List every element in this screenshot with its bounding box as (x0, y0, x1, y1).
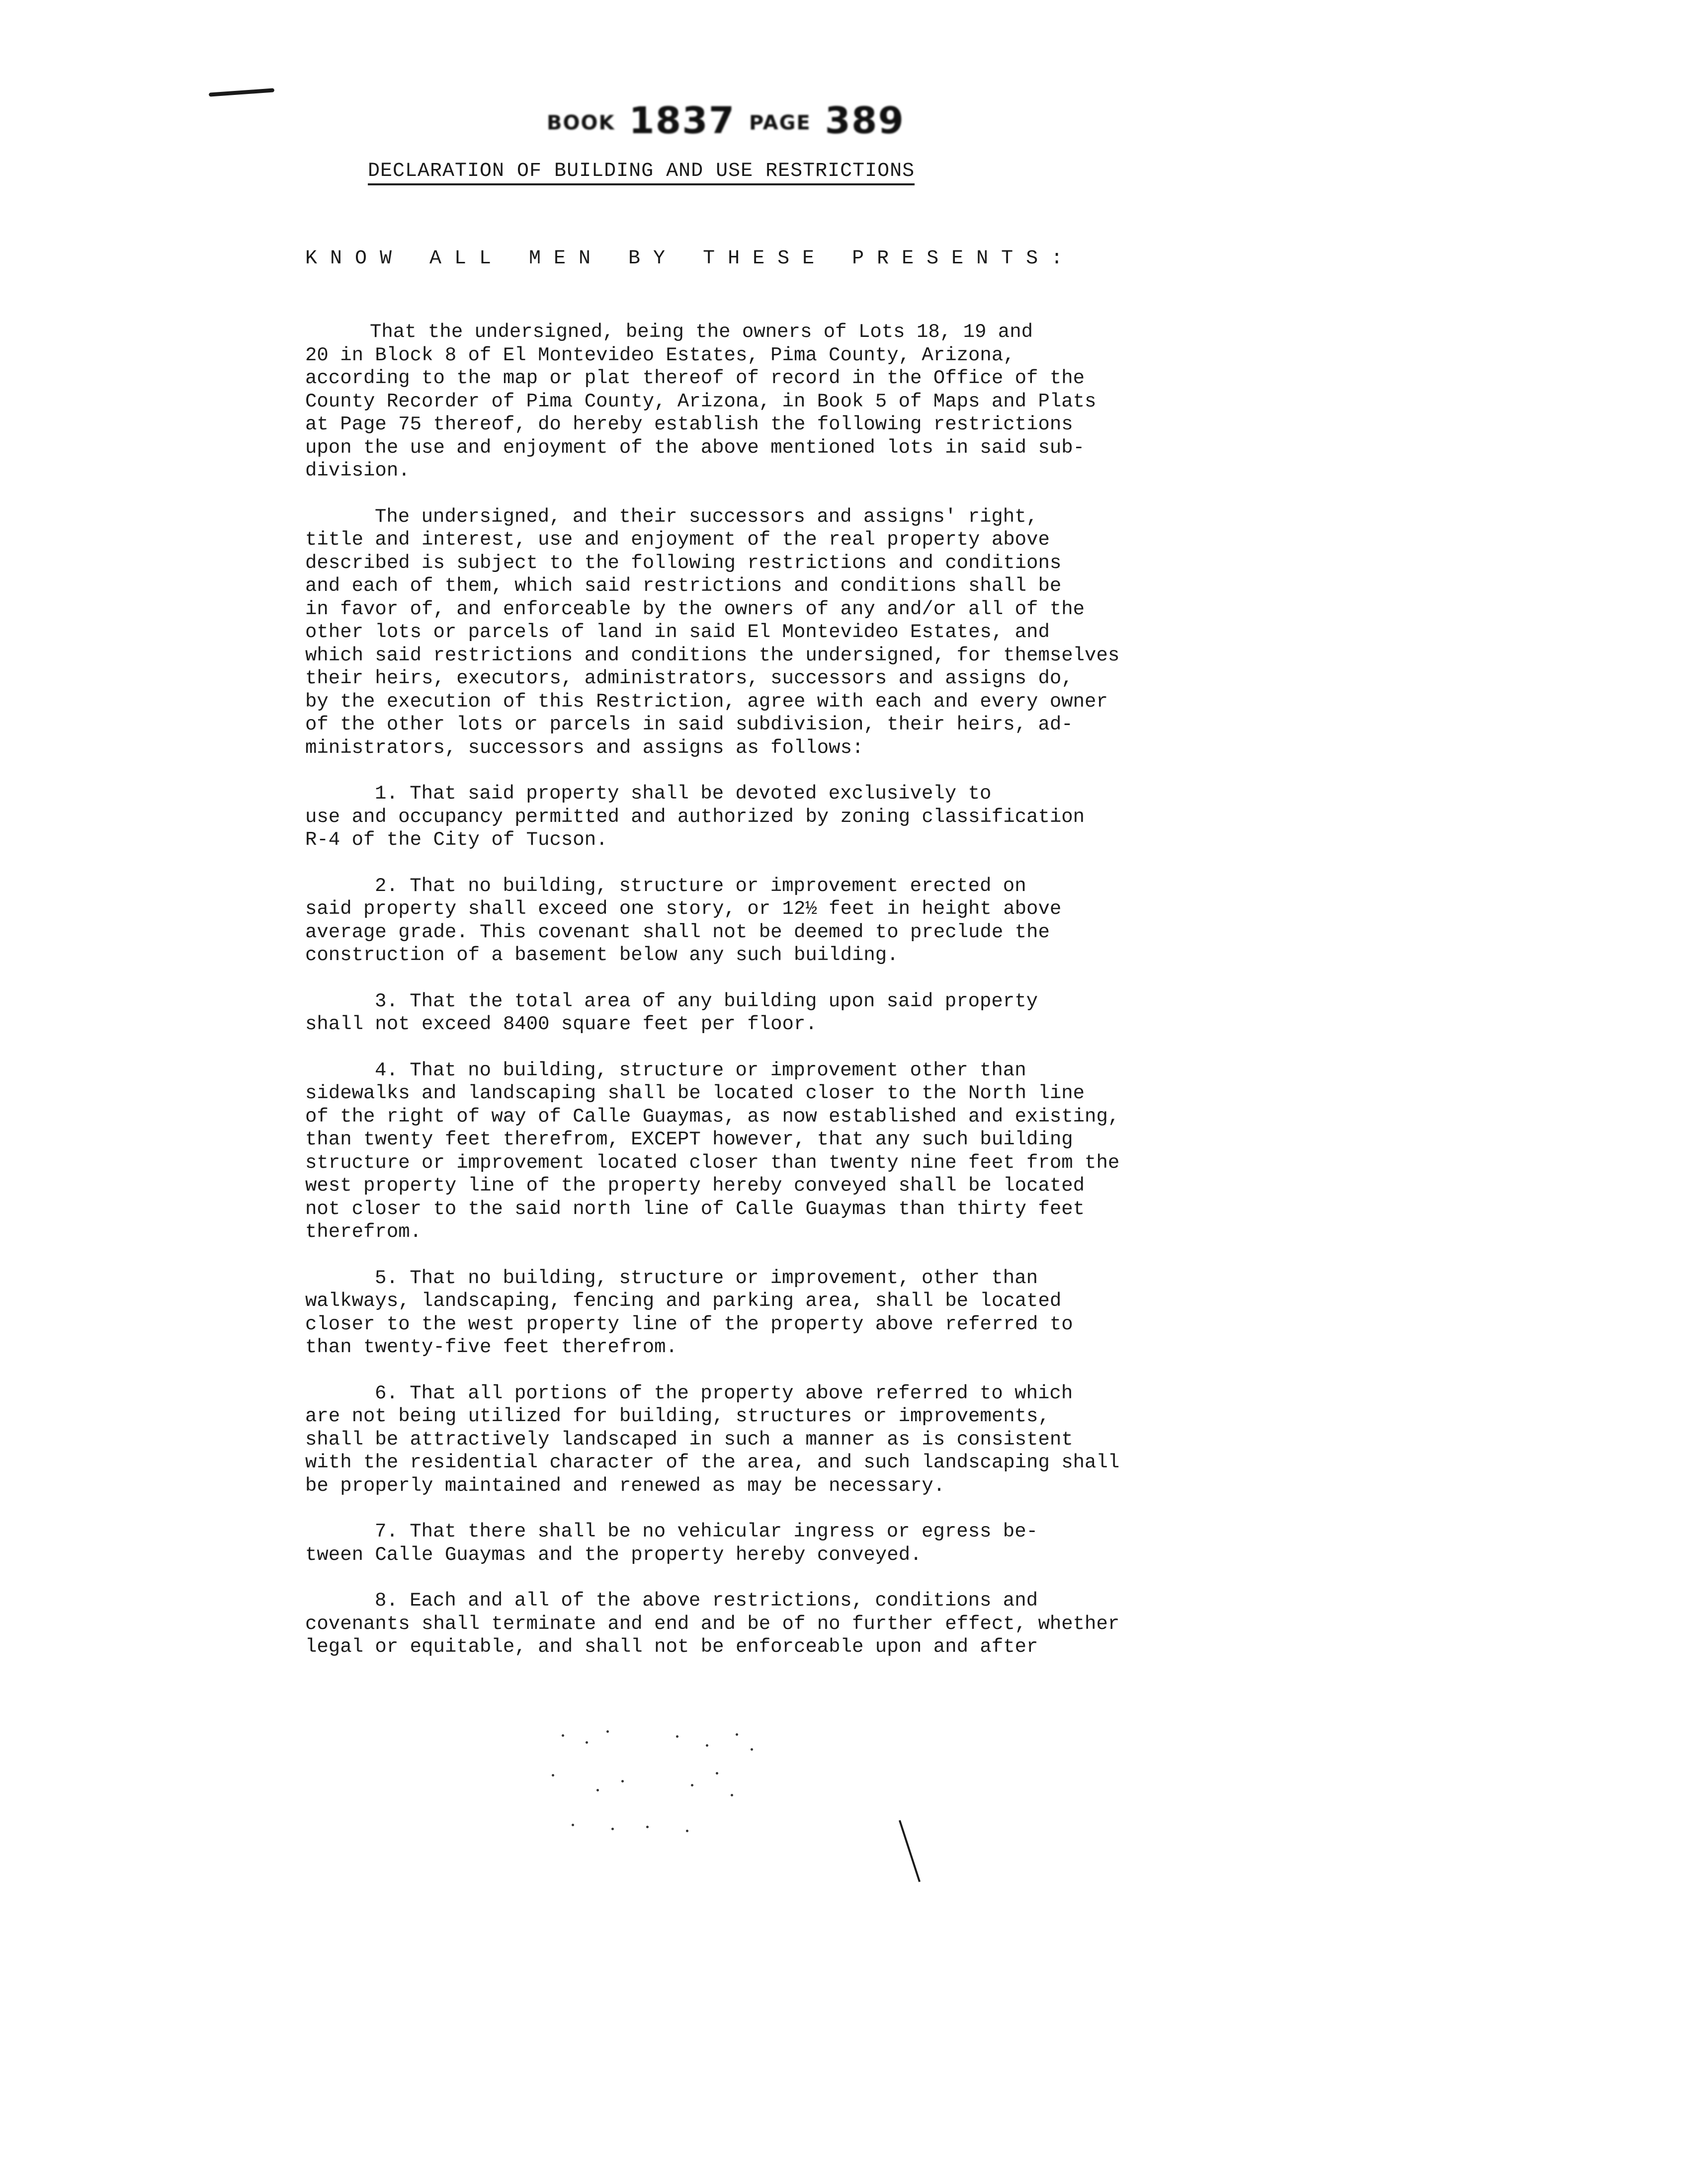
restriction-1: 1. That said property shall be devoted exclusively to use and occupancy permitted and authorized by zoning classification R-4 of the City of Tucson. (305, 783, 1085, 851)
stamp-page-number: 389 (825, 99, 905, 142)
paragraph-restrictions-preamble: The undersigned, and their successors and assigns' right, title and interest, use and enjoyment of the real property above described is subject to the following restrictions and conditions and each of them, which said restrictions and conditions shall be in favor of, and enforceable by the owners of any and/or all of the other lots or parcels of land in said El Montevideo Estates, and which said restrictions and conditions the undersigned, for themselves their heirs, executors, administrators, successors and assigns do, by the execution of this Restriction, agree with each and every owner of the other lots or parcels in said subdivision, their heirs, ad- ministrators, successors and assigns as follows: (305, 505, 1120, 759)
paragraph-intro: That the undersigned, being the owners of Lots 18, 19 and 20 in Block 8 of El Montevideo Estates, Pima County, Arizona, according to the map or plat thereof of record in the Office of the County Recorder of Pima County, Arizona, in Book 5 of Maps and Plats at Page 75 thereof, do hereby establish the following restrictions upon the use and enjoyment of the above mentioned lots in said sub- division. (305, 321, 1097, 482)
restriction-6: 6. That all portions of the property above referred to which are not being utilized for building, structures or improvements, shall be attractively landscaped in such a manner as is consistent with the residential character of the area, and such landscaping shall be properly maintained and renewed as may be necessary. (305, 1382, 1120, 1497)
restriction-5: 5. That no building, structure or improvement, other than walkways, landscaping, fencing and parking area, shall be located closer to the west property line of the property above referred to than twenty-five feet therefrom. (305, 1267, 1073, 1358)
document-title: DECLARATION OF BUILDING AND USE RESTRICTIONS (368, 160, 915, 185)
restriction-2: 2. That no building, structure or improvement erected on said property shall exceed one story, or 12½ feet in height above average grade. This covenant shall not be deemed to preclude the construction of a basement below any such building. (305, 875, 1062, 966)
restriction-4: 4. That no building, structure or improvement other than sidewalks and landscaping shall be located closer to the North line of the right of way of Calle Guaymas, as now established and existing, than twenty feet therefrom, EXCEPT however, that any such building structure or improvement located closer than twenty nine feet from the west property line of the property hereby conveyed shall be located not closer to the said north line of Calle Guaymas than thirty feet therefrom. (305, 1059, 1120, 1243)
scan-noise-marks (542, 1724, 790, 1883)
restriction-8: 8. Each and all of the above restrictions, conditions and covenants shall terminate and end and be of no further effect, whether legal or equitable, and shall not be enforceable upon and after (305, 1590, 1120, 1658)
restriction-3: 3. That the total area of any building upon said property shall not exceed 8400 square feet per floor. (305, 990, 1038, 1035)
margin-mark (209, 88, 274, 96)
stamp-book-label: BOOK (547, 111, 615, 135)
stamp-page-label: PAGE (749, 111, 811, 135)
restriction-7: 7. That there shall be no vehicular ingress or egress be- tween Calle Guaymas and the property hereby conveyed. (305, 1521, 1038, 1566)
document-heading: KNOW ALL MEN BY THESE PRESENTS: (305, 247, 1076, 270)
recording-stamp (547, 99, 905, 142)
pen-stroke-mark (899, 1820, 921, 1882)
stamp-book-number: 1837 (629, 99, 736, 142)
document-body (305, 321, 1533, 1682)
